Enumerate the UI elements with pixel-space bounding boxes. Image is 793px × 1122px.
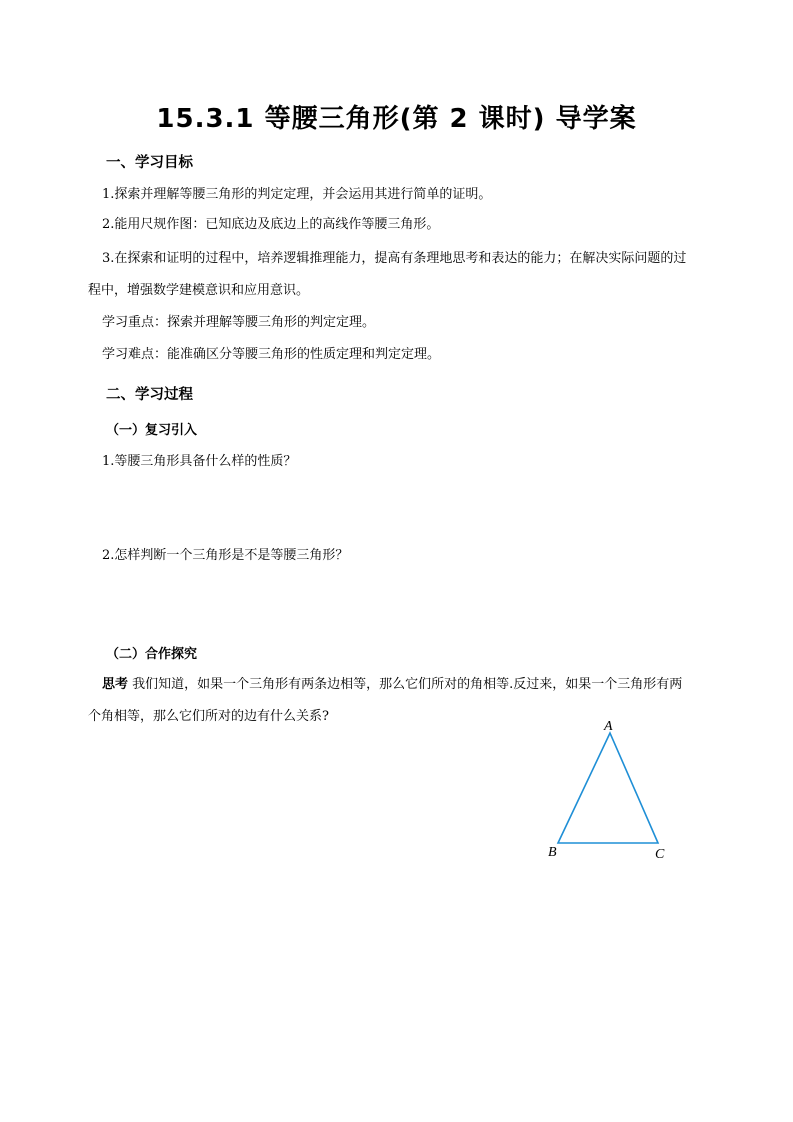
subsection-heading-review: （一）复习引入 xyxy=(106,423,198,438)
goal-item-2: 2.能用尺规作图：已知底边及底边上的高线作等腰三角形。 xyxy=(102,217,440,232)
section-heading-process: 二、学习过程 xyxy=(106,387,193,403)
triangle-abc xyxy=(558,733,658,843)
page-title: 15.3.1 等腰三角形(第 2 课时) 导学案 xyxy=(156,104,637,134)
goal-item-3: 3.在探索和证明的过程中，培养逻辑推理能力，提高有条理地思考和表达的能力；在解决实际问题的过 xyxy=(102,251,687,266)
triangle-figure xyxy=(540,715,680,865)
review-question-1: 1.等腰三角形具备什么样的性质？ xyxy=(102,454,297,469)
think-paragraph-line-2: 个角相等，那么它们所对的边有什么关系? xyxy=(88,709,329,724)
think-text: 我们知道，如果一个三角形有两条边相等，那么它们所对的角相等.反过来，如果一个三角形有两 xyxy=(132,677,683,692)
subsection-heading-explore: （二）合作探究 xyxy=(106,647,198,662)
think-label: 思考 xyxy=(102,677,129,692)
vertex-label-c: C xyxy=(655,847,665,862)
review-question-2: 2.怎样判断一个三角形是不是等腰三角形？ xyxy=(102,548,349,563)
key-point: 学习重点：探索并理解等腰三角形的判定定理。 xyxy=(102,315,376,330)
think-paragraph-line-1 xyxy=(102,676,682,694)
goal-item-3-cont: 程中，增强数学建模意识和应用意识。 xyxy=(88,283,310,298)
vertex-label-b: B xyxy=(548,845,557,860)
goal-item-1: 1.探索并理解等腰三角形的判定定理，并会运用其进行简单的证明。 xyxy=(102,187,492,202)
vertex-label-a: A xyxy=(604,719,613,734)
section-heading-goals: 一、学习目标 xyxy=(106,155,193,171)
difficulty-point: 学习难点：能准确区分等腰三角形的性质定理和判定定理。 xyxy=(102,347,441,362)
